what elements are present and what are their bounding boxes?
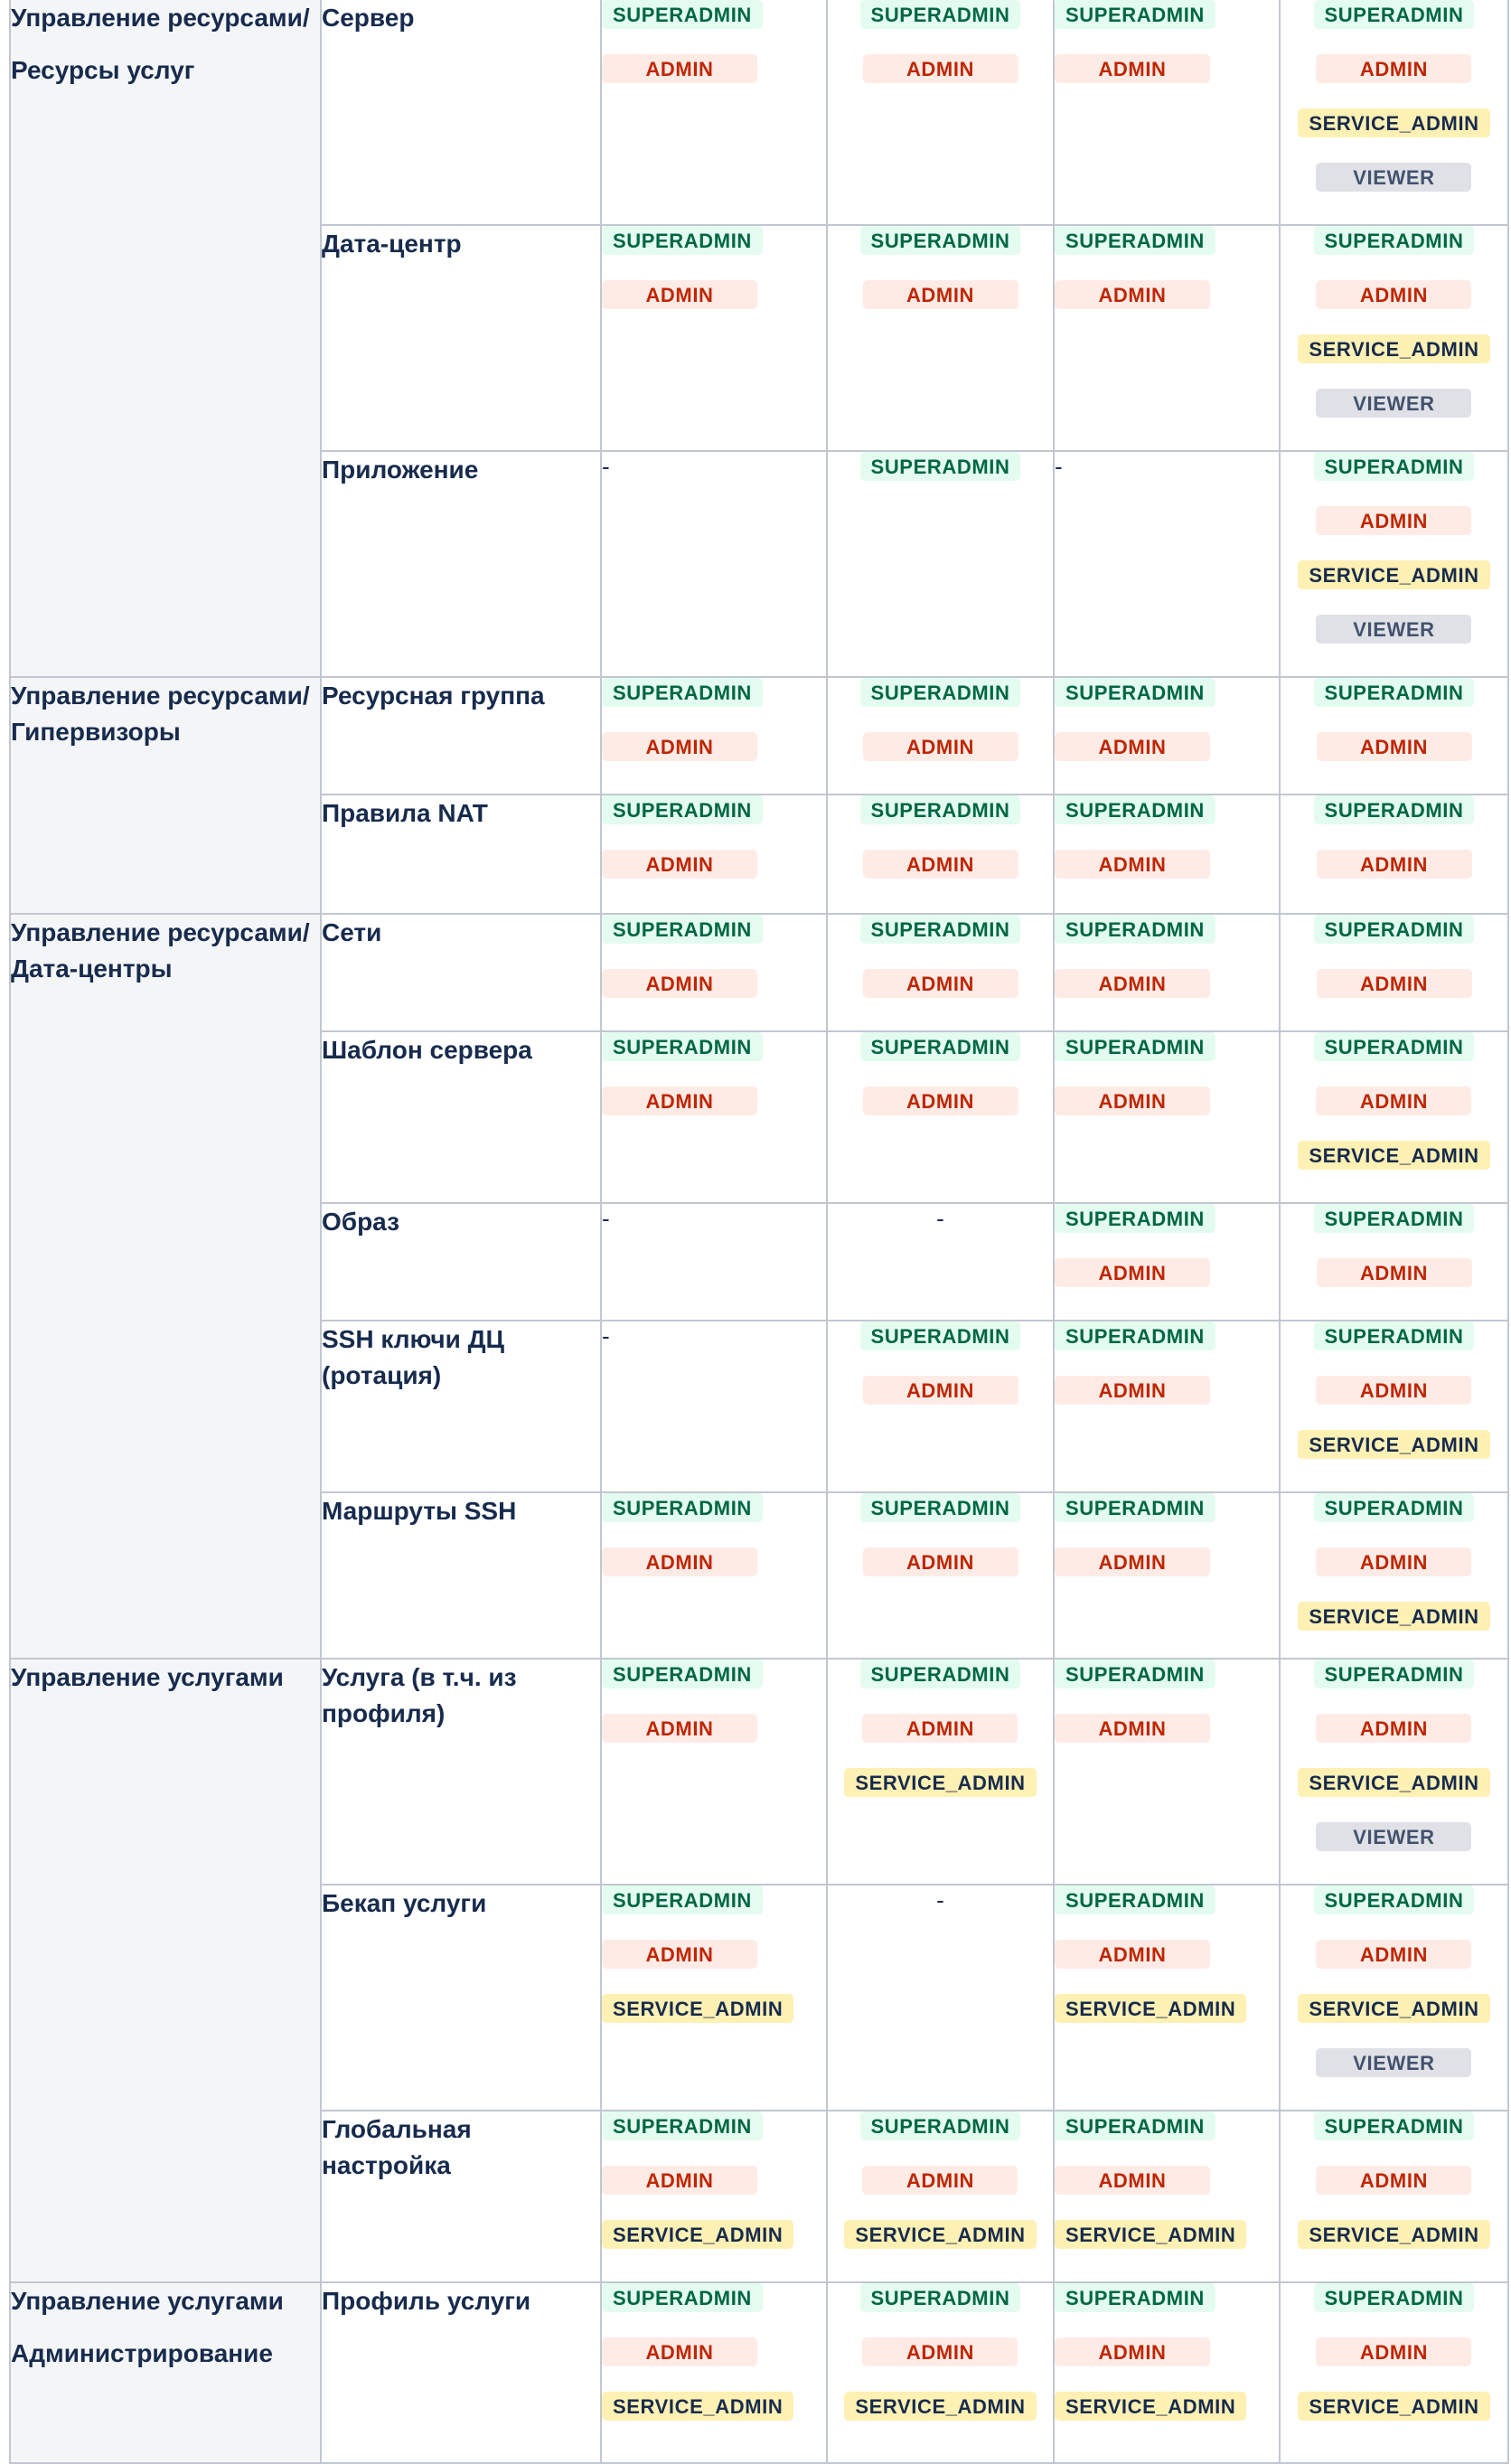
- superadmin-badge: SUPERADMIN: [1314, 1204, 1475, 1233]
- permission-cell: [601, 914, 827, 1031]
- admin-badge: ADMIN: [1055, 732, 1210, 761]
- superadmin-badge: SUPERADMIN: [860, 0, 1021, 29]
- role-list: [936, 1204, 944, 1233]
- permission-cell: [827, 0, 1054, 225]
- permission-cell: [601, 1321, 827, 1492]
- entity-name: Маршруты SSH: [321, 1492, 601, 1659]
- permission-cell: [827, 2111, 1054, 2282]
- viewer-badge: VIEWER: [1316, 615, 1471, 644]
- admin-badge: ADMIN: [1316, 1547, 1471, 1576]
- entity-name: Глобальная настройка: [321, 2111, 601, 2282]
- role-list: [1055, 915, 1215, 1023]
- superadmin-badge: SUPERADMIN: [860, 226, 1021, 255]
- admin-badge: ADMIN: [602, 732, 757, 761]
- service-admin-badge: SERVICE_ADMIN: [844, 1768, 1036, 1797]
- role-list: [1055, 1032, 1215, 1141]
- service-admin-badge: SERVICE_ADMIN: [1298, 2392, 1489, 2421]
- role-list: [1055, 1204, 1215, 1312]
- role-list: [860, 795, 1021, 904]
- superadmin-badge: SUPERADMIN: [1055, 0, 1215, 29]
- role-list: [602, 2111, 793, 2274]
- role-list: [1314, 678, 1475, 786]
- entity-name: SSH ключи ДЦ (ротация): [321, 1321, 601, 1492]
- admin-badge: ADMIN: [1055, 54, 1210, 83]
- admin-badge: ADMIN: [863, 1086, 1018, 1115]
- role-list: [860, 452, 1021, 506]
- permission-cell: [601, 1203, 827, 1321]
- permissions-table: [9, 0, 1509, 2464]
- role-list: [602, 1032, 763, 1141]
- role-list: [936, 1886, 944, 1914]
- role-list: [844, 2283, 1036, 2446]
- admin-badge: ADMIN: [602, 850, 757, 879]
- admin-badge: ADMIN: [1055, 280, 1210, 309]
- superadmin-badge: SUPERADMIN: [1314, 1321, 1475, 1350]
- role-list: [1055, 226, 1215, 334]
- admin-badge: ADMIN: [863, 850, 1018, 879]
- entity-name: Ресурсная группа: [321, 677, 601, 795]
- role-list: [1298, 226, 1489, 443]
- role-list: [860, 915, 1021, 1023]
- admin-badge: ADMIN: [1055, 1547, 1210, 1576]
- entity-name: Правила NAT: [321, 795, 601, 914]
- viewer-badge: VIEWER: [1316, 163, 1471, 192]
- section-title-line: Ресурсы услуг: [11, 56, 195, 84]
- role-list: [1055, 1493, 1215, 1602]
- role-list: [602, 1321, 610, 1350]
- admin-badge: ADMIN: [863, 732, 1018, 761]
- role-list: [602, 915, 763, 1023]
- role-list: [1055, 2111, 1246, 2274]
- service-admin-badge: SERVICE_ADMIN: [1298, 1141, 1489, 1170]
- permission-cell: [601, 2282, 827, 2463]
- permission-cell: [1280, 1031, 1508, 1203]
- admin-badge: ADMIN: [1055, 1258, 1210, 1287]
- permission-cell: [827, 914, 1054, 1031]
- permission-cell: [1054, 451, 1280, 677]
- permission-cell: [601, 795, 827, 914]
- section-title-line: Управление услугами: [11, 1663, 284, 1691]
- permission-cell: [601, 1031, 827, 1203]
- admin-badge: ADMIN: [1316, 2337, 1471, 2366]
- section-title: [10, 1659, 321, 2282]
- permission-cell: [1280, 2111, 1508, 2282]
- service-admin-badge: SERVICE_ADMIN: [1298, 1602, 1489, 1631]
- admin-badge: ADMIN: [1055, 1376, 1210, 1405]
- role-list: [1314, 795, 1475, 904]
- permission-cell: [827, 1885, 1054, 2111]
- superadmin-badge: SUPERADMIN: [1314, 1660, 1475, 1688]
- permission-cell: [827, 1321, 1054, 1492]
- superadmin-badge: SUPERADMIN: [1055, 678, 1215, 707]
- permission-cell: [1054, 795, 1280, 914]
- admin-badge: ADMIN: [863, 54, 1018, 83]
- admin-badge: ADMIN: [1316, 1940, 1471, 1969]
- superadmin-badge: SUPERADMIN: [1314, 2111, 1475, 2140]
- superadmin-badge: SUPERADMIN: [860, 2111, 1021, 2140]
- permission-cell: [1054, 677, 1280, 795]
- role-list: [844, 2111, 1036, 2274]
- role-list: [1055, 1321, 1215, 1430]
- permission-cell: [1054, 1885, 1280, 2111]
- role-list: [860, 226, 1021, 334]
- section-title: [10, 914, 321, 1659]
- admin-badge: ADMIN: [1316, 1714, 1471, 1743]
- role-list: [1055, 1660, 1215, 1768]
- admin-badge: ADMIN: [863, 280, 1018, 309]
- admin-badge: ADMIN: [1317, 1258, 1472, 1287]
- superadmin-badge: SUPERADMIN: [1055, 1204, 1215, 1233]
- admin-badge: ADMIN: [602, 1086, 757, 1115]
- superadmin-badge: SUPERADMIN: [1055, 795, 1215, 824]
- role-list: [860, 678, 1021, 786]
- admin-badge: ADMIN: [602, 969, 757, 998]
- superadmin-badge: SUPERADMIN: [1314, 915, 1475, 944]
- permission-cell: [1280, 0, 1508, 225]
- permission-cell: [601, 677, 827, 795]
- superadmin-badge: SUPERADMIN: [602, 0, 763, 29]
- permission-cell: [1054, 1031, 1280, 1203]
- permission-cell: [1280, 1321, 1508, 1492]
- permission-cell: [1054, 1659, 1280, 1885]
- permission-cell: [827, 677, 1054, 795]
- admin-badge: ADMIN: [602, 1940, 757, 1969]
- permission-cell: [1280, 2282, 1508, 2463]
- admin-badge: ADMIN: [602, 2166, 757, 2195]
- permission-cell: [1280, 1492, 1508, 1659]
- permission-cell: [1054, 0, 1280, 225]
- permission-cell: [601, 1885, 827, 2111]
- superadmin-badge: SUPERADMIN: [860, 795, 1021, 824]
- entity-name: Дата-центр: [321, 225, 601, 451]
- service-admin-badge: SERVICE_ADMIN: [1298, 334, 1489, 363]
- superadmin-badge: SUPERADMIN: [1055, 1660, 1215, 1688]
- permission-cell: [1054, 2282, 1280, 2463]
- permission-cell: [827, 225, 1054, 451]
- permission-cell: [1280, 1885, 1508, 2111]
- superadmin-badge: SUPERADMIN: [1055, 1032, 1215, 1061]
- role-list: [602, 678, 763, 786]
- superadmin-badge: SUPERADMIN: [1055, 2283, 1215, 2312]
- service-admin-badge: SERVICE_ADMIN: [602, 2392, 793, 2421]
- superadmin-badge: SUPERADMIN: [602, 226, 763, 255]
- admin-badge: ADMIN: [862, 2166, 1018, 2195]
- entity-name: Сети: [321, 914, 601, 1031]
- no-access-dash: -: [936, 1886, 944, 1914]
- role-list: [844, 1660, 1036, 1822]
- permission-cell: [601, 2111, 827, 2282]
- service-admin-badge: SERVICE_ADMIN: [844, 2392, 1036, 2421]
- admin-badge: ADMIN: [863, 1376, 1018, 1405]
- admin-badge: ADMIN: [602, 280, 757, 309]
- superadmin-badge: SUPERADMIN: [602, 795, 763, 824]
- service-admin-badge: SERVICE_ADMIN: [1298, 108, 1489, 137]
- no-access-dash: -: [602, 1205, 610, 1232]
- admin-badge: ADMIN: [1317, 850, 1472, 879]
- superadmin-badge: SUPERADMIN: [1314, 1886, 1475, 1914]
- role-list: [860, 0, 1021, 108]
- role-list: [602, 2283, 793, 2446]
- permission-cell: [1280, 451, 1508, 677]
- permission-cell: [827, 1203, 1054, 1321]
- role-list: [602, 1493, 763, 1602]
- superadmin-badge: SUPERADMIN: [1314, 1032, 1475, 1061]
- superadmin-badge: SUPERADMIN: [1314, 2283, 1475, 2312]
- permission-cell: [1280, 1203, 1508, 1321]
- superadmin-badge: SUPERADMIN: [1314, 452, 1475, 481]
- role-list: [1055, 452, 1063, 481]
- superadmin-badge: SUPERADMIN: [1055, 226, 1215, 255]
- permission-cell: [601, 1659, 827, 1885]
- superadmin-badge: SUPERADMIN: [1055, 915, 1215, 944]
- viewer-badge: VIEWER: [1316, 1822, 1471, 1851]
- superadmin-badge: SUPERADMIN: [1314, 0, 1475, 29]
- service-admin-badge: SERVICE_ADMIN: [1055, 2220, 1246, 2249]
- section-title: [10, 677, 321, 914]
- service-admin-badge: SERVICE_ADMIN: [602, 1994, 793, 2023]
- service-admin-badge: SERVICE_ADMIN: [1055, 2392, 1246, 2421]
- permission-cell: [1054, 225, 1280, 451]
- entity-name: Шаблон сервера: [321, 1031, 601, 1203]
- admin-badge: ADMIN: [1316, 2166, 1471, 2195]
- entity-name: Приложение: [321, 451, 601, 677]
- role-list: [1298, 2111, 1489, 2274]
- service-admin-badge: SERVICE_ADMIN: [1298, 1768, 1489, 1797]
- admin-badge: ADMIN: [1055, 1940, 1210, 1969]
- superadmin-badge: SUPERADMIN: [860, 452, 1021, 481]
- admin-badge: ADMIN: [602, 54, 757, 83]
- permission-cell: [827, 1492, 1054, 1659]
- entity-name: Профиль услуги: [321, 2282, 601, 2463]
- permission-cell: [1054, 914, 1280, 1031]
- section-title-line: Управление ресурсами/Дата-центры: [11, 918, 310, 983]
- superadmin-badge: SUPERADMIN: [602, 678, 763, 707]
- superadmin-badge: SUPERADMIN: [602, 915, 763, 944]
- permission-cell: [1054, 1492, 1280, 1659]
- section-title: [10, 0, 321, 677]
- role-list: [1298, 452, 1489, 669]
- superadmin-badge: SUPERADMIN: [1314, 795, 1475, 824]
- no-access-dash: -: [1055, 453, 1063, 480]
- role-list: [602, 795, 763, 904]
- superadmin-badge: SUPERADMIN: [860, 1032, 1021, 1061]
- role-list: [1055, 795, 1215, 904]
- permission-cell: [1280, 677, 1508, 795]
- permission-cell: [1280, 225, 1508, 451]
- role-list: [602, 452, 610, 481]
- role-list: [602, 1886, 793, 2048]
- permission-cell: [1280, 795, 1508, 914]
- service-admin-badge: SERVICE_ADMIN: [1298, 1994, 1489, 2023]
- no-access-dash: -: [936, 1205, 944, 1232]
- permission-cell: [1054, 1203, 1280, 1321]
- permission-cell: [601, 225, 827, 451]
- admin-badge: ADMIN: [1055, 969, 1210, 998]
- role-list: [602, 0, 763, 108]
- service-admin-badge: SERVICE_ADMIN: [602, 2220, 793, 2249]
- table-row: [10, 677, 1508, 795]
- role-list: [602, 226, 763, 334]
- admin-badge: ADMIN: [602, 1714, 757, 1743]
- viewer-badge: VIEWER: [1316, 2048, 1471, 2077]
- section-title-line: Управление ресурсами/ Гипервизоры: [11, 682, 310, 746]
- superadmin-badge: SUPERADMIN: [1055, 1321, 1215, 1350]
- permission-cell: [1054, 2111, 1280, 2282]
- role-list: [1314, 1204, 1475, 1312]
- admin-badge: ADMIN: [1317, 732, 1472, 761]
- permission-cell: [601, 1492, 827, 1659]
- admin-badge: ADMIN: [862, 1714, 1018, 1743]
- admin-badge: ADMIN: [1055, 1086, 1210, 1115]
- superadmin-badge: SUPERADMIN: [602, 2283, 763, 2312]
- superadmin-badge: SUPERADMIN: [860, 1321, 1021, 1350]
- superadmin-badge: SUPERADMIN: [1314, 678, 1475, 707]
- superadmin-badge: SUPERADMIN: [1055, 2111, 1215, 2140]
- service-admin-badge: SERVICE_ADMIN: [1298, 2220, 1489, 2249]
- admin-badge: ADMIN: [863, 969, 1018, 998]
- superadmin-badge: SUPERADMIN: [860, 2283, 1021, 2312]
- permissions-table-body: [10, 0, 1508, 2463]
- table-row: [10, 2282, 1508, 2463]
- role-list: [1298, 1321, 1489, 1484]
- permission-cell: [1280, 914, 1508, 1031]
- admin-badge: ADMIN: [1055, 2166, 1210, 2195]
- role-list: [1314, 915, 1475, 1023]
- role-list: [1055, 678, 1215, 786]
- superadmin-badge: SUPERADMIN: [860, 915, 1021, 944]
- role-list: [1055, 0, 1215, 108]
- superadmin-badge: SUPERADMIN: [860, 678, 1021, 707]
- superadmin-badge: SUPERADMIN: [1055, 1886, 1215, 1914]
- superadmin-badge: SUPERADMIN: [602, 2111, 763, 2140]
- admin-badge: ADMIN: [1055, 2337, 1210, 2366]
- superadmin-badge: SUPERADMIN: [602, 1886, 763, 1914]
- entity-name: Услуга (в т.ч. из профиля): [321, 1659, 601, 1885]
- permission-cell: [827, 2282, 1054, 2463]
- admin-badge: ADMIN: [1055, 850, 1210, 879]
- role-list: [860, 1493, 1021, 1602]
- role-list: [602, 1204, 610, 1233]
- role-list: [1055, 2283, 1246, 2446]
- viewer-badge: VIEWER: [1316, 389, 1471, 418]
- permission-cell: [601, 0, 827, 225]
- entity-name: Образ: [321, 1203, 601, 1321]
- permission-cell: [827, 451, 1054, 677]
- admin-badge: ADMIN: [1316, 1376, 1471, 1405]
- admin-badge: ADMIN: [1316, 54, 1471, 83]
- admin-badge: ADMIN: [1316, 506, 1471, 535]
- permission-cell: [601, 451, 827, 677]
- role-list: [1298, 1032, 1489, 1195]
- permission-cell: [1280, 1659, 1508, 1885]
- role-list: [1298, 0, 1489, 217]
- superadmin-badge: SUPERADMIN: [860, 1493, 1021, 1522]
- role-list: [602, 1660, 763, 1768]
- superadmin-badge: SUPERADMIN: [602, 1660, 763, 1688]
- admin-badge: ADMIN: [1316, 280, 1471, 309]
- role-list: [1298, 1493, 1489, 1656]
- superadmin-badge: SUPERADMIN: [1055, 1493, 1215, 1522]
- permission-cell: [827, 1659, 1054, 1885]
- role-list: [1298, 2283, 1489, 2446]
- table-row: [10, 1659, 1508, 1885]
- role-list: [1055, 1886, 1246, 2048]
- permission-cell: [827, 1031, 1054, 1203]
- service-admin-badge: SERVICE_ADMIN: [1055, 1994, 1246, 2023]
- permission-cell: [827, 795, 1054, 914]
- role-list: [860, 1032, 1021, 1141]
- table-row: [10, 0, 1508, 225]
- section-title-line: Управление ресурсами/: [11, 4, 310, 32]
- service-admin-badge: SERVICE_ADMIN: [844, 2220, 1036, 2249]
- admin-badge: ADMIN: [1055, 1714, 1210, 1743]
- role-list: [1298, 1660, 1489, 1876]
- permission-cell: [1054, 1321, 1280, 1492]
- superadmin-badge: SUPERADMIN: [1314, 226, 1475, 255]
- table-row: [10, 914, 1508, 1031]
- section-title-line: Управление услугами: [11, 2287, 284, 2315]
- superadmin-badge: SUPERADMIN: [860, 1660, 1021, 1688]
- admin-badge: ADMIN: [862, 2337, 1018, 2366]
- admin-badge: ADMIN: [1317, 969, 1472, 998]
- admin-badge: ADMIN: [602, 2337, 757, 2366]
- role-list: [1298, 1886, 1489, 2102]
- entity-name: Сервер: [321, 0, 601, 225]
- service-admin-badge: SERVICE_ADMIN: [1298, 1430, 1489, 1459]
- superadmin-badge: SUPERADMIN: [602, 1032, 763, 1061]
- superadmin-badge: SUPERADMIN: [1314, 1493, 1475, 1522]
- section-title: [10, 2282, 321, 2463]
- no-access-dash: -: [602, 453, 610, 480]
- role-list: [860, 1321, 1021, 1430]
- admin-badge: ADMIN: [602, 1547, 757, 1576]
- admin-badge: ADMIN: [1316, 1086, 1471, 1115]
- entity-name: Бекап услуги: [321, 1885, 601, 2111]
- service-admin-badge: SERVICE_ADMIN: [1298, 560, 1489, 589]
- no-access-dash: -: [602, 1322, 610, 1350]
- admin-badge: ADMIN: [863, 1547, 1018, 1576]
- superadmin-badge: SUPERADMIN: [602, 1493, 763, 1522]
- section-title-line: Администрирование: [11, 2339, 273, 2367]
